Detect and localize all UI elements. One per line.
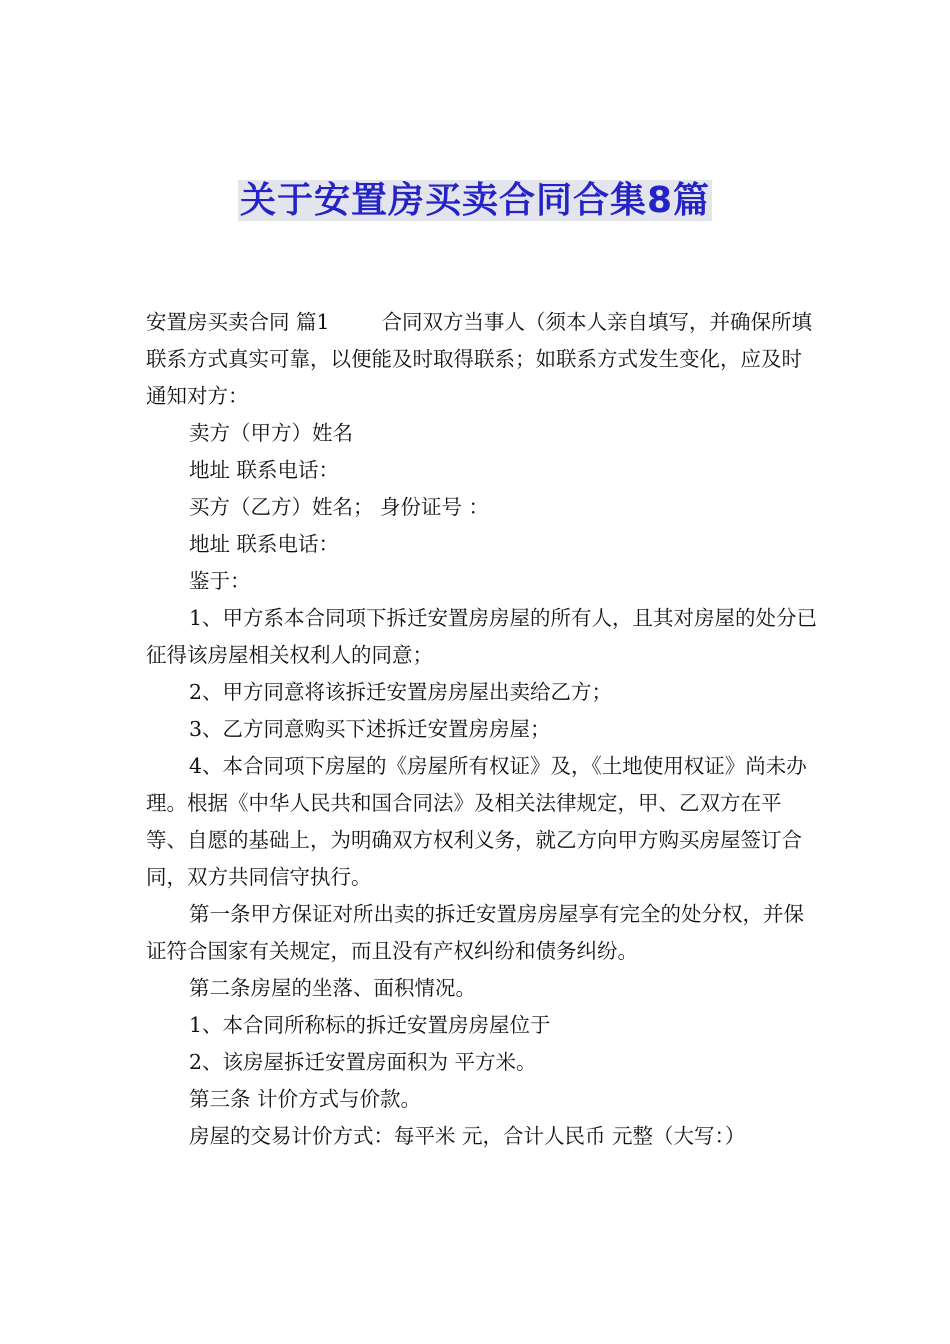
article-3-pricing: 房屋的交易计价方式：每平米 元，合计人民币 元整（大写：）	[189, 1124, 746, 1148]
whereas-item-1: 1、甲方系本合同项下拆迁安置房房屋的所有人，且其对房屋的处分已征得该房屋相关权利人的同意；	[146, 606, 818, 667]
article-1: 第一条甲方保证对所出卖的拆迁安置房房屋享有完全的处分权，并保证符合国家有关规定，而且没有产权纠纷和债务纠纷。	[146, 902, 804, 963]
whereas-item-3: 3、乙方同意购买下述拆迁安置房房屋；	[189, 717, 551, 741]
document-body	[146, 304, 822, 1155]
article-2: 第二条房屋的坐落、面积情况。	[189, 976, 476, 1000]
whereas-heading: 鉴于：	[189, 569, 251, 593]
seller-address-line: 地址 联系电话：	[189, 458, 340, 482]
article-3: 第三条 计价方式与价款。	[189, 1087, 422, 1111]
buyer-address-line: 地址 联系电话：	[189, 532, 340, 556]
buyer-name-line: 买方（乙方）姓名； 身份证号 ：	[189, 495, 490, 519]
seller-name-line: 卖方（甲方）姓名	[189, 421, 353, 445]
intro-text: 合同双方当事人（须本人亲自填写，并确保所填联系方式真实可靠，以便能及时取得联系；如联系方式发生变化，应及时通知对方：	[146, 310, 813, 408]
intro-label: 安置房买卖合同 篇1	[146, 310, 330, 334]
document-title-text: 关于安置房买卖合同合集8篇	[239, 180, 711, 221]
whereas-item-4: 4、本合同项下房屋的《房屋所有权证》及，《土地使用权证》尚未办理。根据《中华人民共和国合同法》及相关法律规定，甲、乙双方在平等、自愿的基础上，为明确双方权利义务，就乙方向甲方购买房屋签订合同，双方共同信守执行。	[146, 754, 807, 889]
article-2-item-1: 1、本合同所称标的拆迁安置房房屋位于	[189, 1013, 551, 1037]
document-title	[0, 178, 950, 224]
whereas-item-2: 2、甲方同意将该拆迁安置房房屋出卖给乙方；	[189, 680, 613, 704]
article-2-item-2: 2、该房屋拆迁安置房面积为 平方米。	[189, 1050, 537, 1074]
intro-paragraph	[146, 304, 822, 415]
